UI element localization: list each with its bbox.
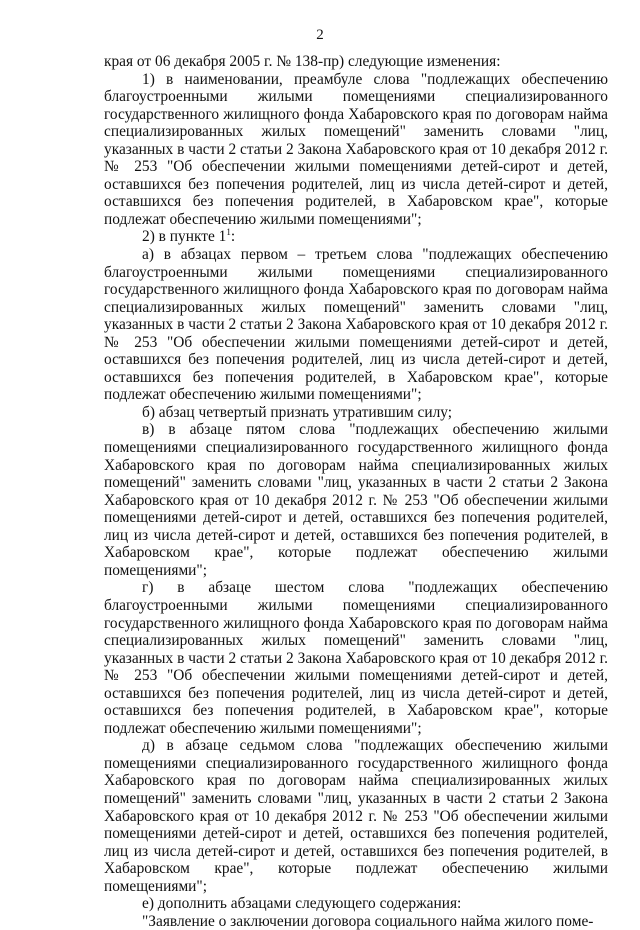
quoted-paragraph: "Заявление о заключении договора социального найма жилого поме- xyxy=(142,912,594,930)
paragraph-item-2 xyxy=(104,228,608,246)
item-2-suffix: : xyxy=(230,228,236,246)
paragraph-sub-d: д) в абзаце седьмом слова "подлежащих обеспечению жилыми помещениями специализированного государственного жилищного фонда Хабаровского края по договорам найма специализированных жилых помещений" заменить словами "лиц, указанных в части 2 статьи 2 Закона Хабаровского края от 10 декабря 2012 г. № 253 "Об обеспечении жилыми помещениями детей-сирот и детей, оставшихся без попечения родителей, лиц из числа детей-сирот и детей, оставшихся без попечения родителей, в Хабаровском крае", которые подлежат обеспечению жилыми помещениями"; xyxy=(104,737,608,895)
item-2-text: 2) в пункте 1 xyxy=(142,228,227,246)
paragraph-sub-a: а) в абзацах первом – третьем слова "подлежащих обеспечению благоустроенными жилыми помещениями специализированного государственного жилищного фонда Хабаровского края по договорам найма специализированных жилых помещений" заменить словами "лиц, указанных в части 2 статьи 2 Закона Хабаровского края от 10 декабря 2012 г. № 253 "Об обеспечении жилыми помещениями детей-сирот и детей, оставшихся без попечения родителей, лиц из числа детей-сирот и детей, оставшихся без попечения родителей, в Хабаровском крае", которые подлежат обеспечению жилыми помещениями"; xyxy=(104,246,608,404)
paragraph-sub-e: е) дополнить абзацами следующего содержания: xyxy=(142,895,462,913)
intro-line: края от 06 декабря 2005 г. № 138-пр) следующие изменения: xyxy=(104,53,501,70)
paragraph-sub-b: б) абзац четвертый признать утратившим силу; xyxy=(142,403,453,421)
document-body xyxy=(104,53,608,930)
item-2-superscript: 1 xyxy=(226,227,231,238)
paragraph-sub-g: г) в абзаце шестом слова "подлежащих обеспечению благоустроенными жилыми помещениями специализированного государственного жилищного фонда Хабаровского края по договорам найма специализированных жилых помещений" заменить словами "лиц, указанных в части 2 статьи 2 Закона Хабаровского края от 10 декабря 2012 г. № 253 "Об обеспечении жилыми помещениями детей-сирот и детей, оставшихся без попечения родителей, лиц из числа детей-сирот и детей, оставшихся без попечения родителей, в Хабаровском крае", которые подлежат обеспечению жилыми помещениями"; xyxy=(104,579,608,737)
paragraph-item-1: 1) в наименовании, преамбуле слова "подлежащих обеспечению благоустроенными жилыми помещениями специализированного государственного жилищного фонда Хабаровского края по договорам найма специализированных жилых помещений" заменить словами "лиц, указанных в части 2 статьи 2 Закона Хабаровского края от 10 декабря 2012 г. № 253 "Об обеспечении жилыми помещениями детей-сирот и детей, оставшихся без попечения родителей, лиц из числа детей-сирот и детей, оставшихся без попечения родителей, в Хабаровском крае", которые подлежат обеспечению жилыми помещениями"; xyxy=(104,70,608,228)
paragraph-sub-v: в) в абзаце пятом слова "подлежащих обеспечению жилыми помещениями специализированного государственного жилищного фонда Хабаровского края по договорам найма специализированных жилых помещений" заменить словами "лиц, указанных в части 2 статьи 2 Закона Хабаровского края от 10 декабря 2012 г. № 253 "Об обеспечении жилыми помещениями детей-сирот и детей, оставшихся без попечения родителей, лиц из числа детей-сирот и детей, оставшихся без попечения родителей, в Хабаровском крае", которые подлежат обеспечению жилыми помещениями"; xyxy=(104,421,608,579)
page-number: 2 xyxy=(316,27,324,43)
